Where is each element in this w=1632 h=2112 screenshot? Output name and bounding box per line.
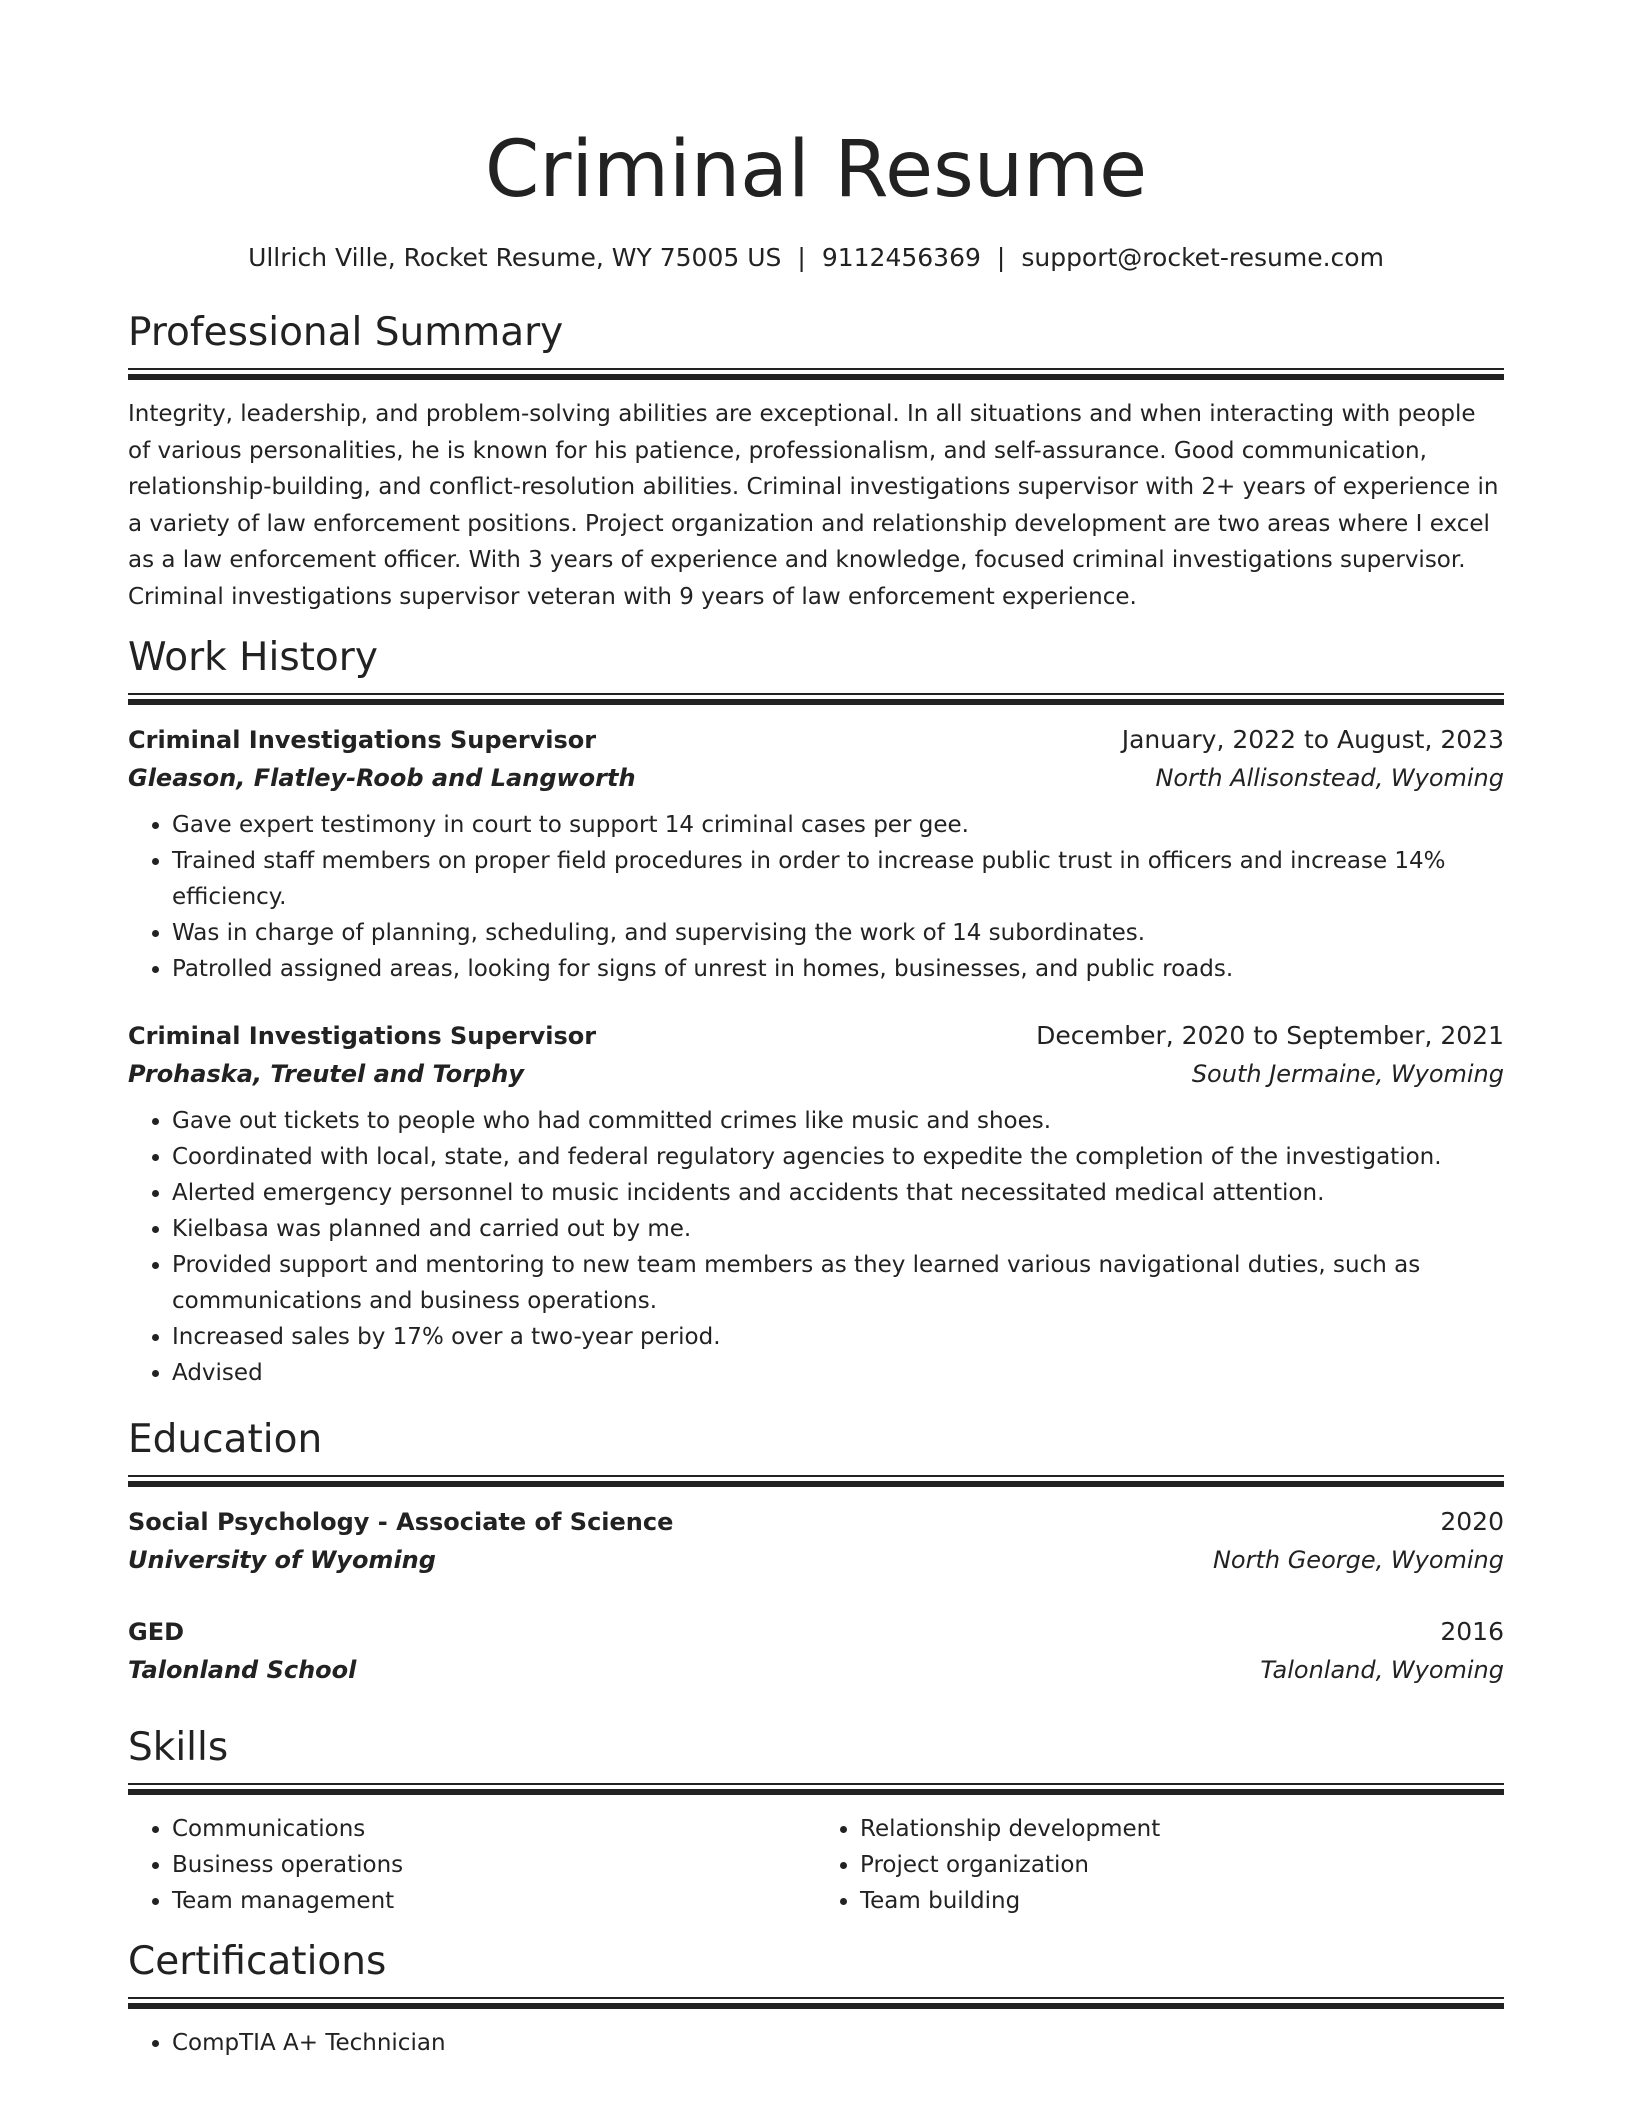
education-header bbox=[128, 1503, 1504, 1541]
section-divider bbox=[128, 1997, 1504, 2009]
education-location: Talonland, Wyoming bbox=[1260, 1656, 1504, 1684]
contact-phone: 9112456369 bbox=[821, 243, 981, 272]
job-subheader bbox=[128, 1055, 1504, 1093]
job-title: Criminal Investigations Supervisor bbox=[128, 726, 597, 754]
job-header bbox=[128, 1017, 1504, 1055]
job-header bbox=[128, 721, 1504, 759]
list-item: • Gave expert testimony in court to support 14 criminal cases per gee. bbox=[172, 807, 1504, 843]
list-item: • Coordinated with local, state, and federal regulatory agencies to expedite the completion of the investigation. bbox=[172, 1139, 1504, 1175]
education-school: University of Wyoming bbox=[128, 1546, 436, 1574]
list-item: • Alerted emergency personnel to music incidents and accidents that necessitated medical attention. bbox=[172, 1175, 1504, 1211]
list-item: • Increased sales by 17% over a two-year period. bbox=[172, 1319, 1504, 1355]
job-subheader bbox=[128, 759, 1504, 797]
education-degree: Social Psychology - Associate of Science bbox=[128, 1508, 674, 1536]
education-header bbox=[128, 1613, 1504, 1651]
contact-line bbox=[128, 238, 1504, 278]
list-item: • Advised bbox=[172, 1355, 1504, 1391]
section-title-certifications: Certifications bbox=[128, 1939, 387, 1984]
certifications-list bbox=[128, 2025, 1504, 2061]
education-location: North George, Wyoming bbox=[1212, 1546, 1504, 1574]
section-divider bbox=[128, 368, 1504, 380]
list-item: • Kielbasa was planned and carried out by me. bbox=[172, 1211, 1504, 1247]
skills-grid bbox=[128, 1811, 1504, 1919]
education-entry bbox=[128, 1613, 1504, 1689]
education-degree: GED bbox=[128, 1618, 185, 1646]
section-title-education: Education bbox=[128, 1417, 323, 1462]
list-item: • Gave out tickets to people who had committed crimes like music and shoes. bbox=[172, 1103, 1504, 1139]
list-item: • Trained staff members on proper field procedures in order to increase public trust in officers and increase 14% efficiency. bbox=[172, 843, 1504, 915]
list-item: • Business operations bbox=[172, 1847, 816, 1883]
list-item: • Project organization bbox=[860, 1847, 1504, 1883]
list-item: • Communications bbox=[172, 1811, 816, 1847]
list-item: • Relationship development bbox=[860, 1811, 1504, 1847]
contact-separator: | bbox=[996, 243, 1006, 272]
contact-email: support@rocket-resume.com bbox=[1021, 243, 1384, 272]
work-section bbox=[128, 633, 1504, 1391]
education-section bbox=[128, 1415, 1504, 1689]
job-location: North Allisonstead, Wyoming bbox=[1155, 764, 1504, 792]
job-location: South Jermaine, Wyoming bbox=[1191, 1060, 1504, 1088]
section-divider bbox=[128, 1475, 1504, 1487]
job-entry bbox=[128, 721, 1504, 987]
list-item: • Patrolled assigned areas, looking for signs of unrest in homes, businesses, and public roads. bbox=[172, 951, 1504, 987]
section-divider bbox=[128, 693, 1504, 705]
summary-text: Integrity, leadership, and problem-solving abilities are exceptional. In all situations and when interacting with people of various personalities, he is known for his patience, professionalism, and self-assurance. Good communication, relationship-building, and conflict-resolution abilities. Criminal investigations supervisor with 2+ years of experience in a variety of law enforcement positions. Project organization and relationship development are two areas where I excel as a law enforcement officer. With 3 years of experience and knowledge, focused criminal investigations supervisor. Criminal investigations supervisor veteran with 9 years of law enforcement experience. bbox=[128, 401, 1499, 610]
education-year: 2020 bbox=[1440, 1507, 1504, 1536]
education-school: Talonland School bbox=[128, 1656, 357, 1684]
skills-list-right bbox=[816, 1811, 1504, 1919]
job-company: Prohaska, Treutel and Torphy bbox=[128, 1060, 524, 1088]
job-entry bbox=[128, 1017, 1504, 1391]
job-title: Criminal Investigations Supervisor bbox=[128, 1022, 597, 1050]
job-bullets bbox=[128, 807, 1504, 987]
skills-section bbox=[128, 1723, 1504, 1919]
list-item: • Team management bbox=[172, 1883, 816, 1919]
resume-name: Criminal Resume bbox=[484, 125, 1148, 215]
summary-section bbox=[128, 308, 1504, 615]
education-entry bbox=[128, 1503, 1504, 1579]
job-company: Gleason, Flatley-Roob and Langworth bbox=[128, 764, 636, 792]
job-bullets bbox=[128, 1103, 1504, 1391]
section-title-summary: Professional Summary bbox=[128, 310, 564, 355]
section-title-skills: Skills bbox=[128, 1725, 229, 1770]
list-item: • CompTIA A+ Technician bbox=[172, 2025, 1504, 2061]
education-subheader bbox=[128, 1541, 1504, 1579]
section-title-work: Work History bbox=[128, 635, 378, 680]
skills-list-left bbox=[128, 1811, 816, 1919]
certifications-section bbox=[128, 1937, 1504, 2061]
list-item: • Team building bbox=[860, 1883, 1504, 1919]
job-dates: January, 2022 to August, 2023 bbox=[1121, 725, 1504, 754]
list-item: • Provided support and mentoring to new team members as they learned various navigational duties, such as communications and business operations. bbox=[172, 1247, 1504, 1319]
section-divider bbox=[128, 1783, 1504, 1795]
job-dates: December, 2020 to September, 2021 bbox=[1036, 1021, 1504, 1050]
list-item: • Was in charge of planning, scheduling, and supervising the work of 14 subordinates. bbox=[172, 915, 1504, 951]
education-year: 2016 bbox=[1440, 1617, 1504, 1646]
contact-address: Ullrich Ville, Rocket Resume, WY 75005 US bbox=[248, 243, 782, 272]
contact-separator: | bbox=[797, 243, 806, 272]
education-subheader bbox=[128, 1651, 1504, 1689]
